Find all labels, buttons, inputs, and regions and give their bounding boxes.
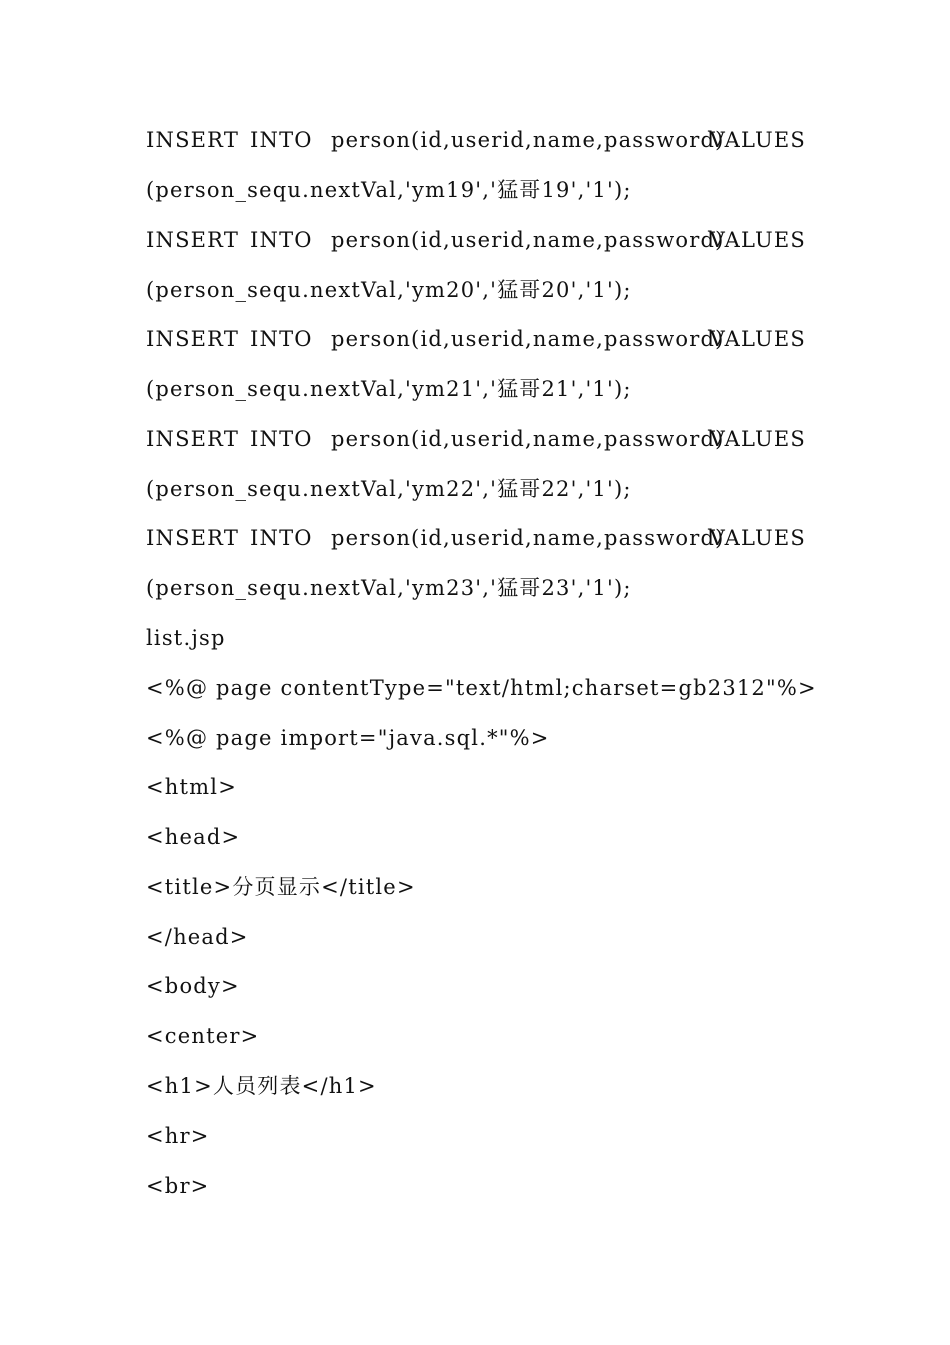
values-keyword: VALUES [709,526,806,550]
code-line: <body> [146,974,240,998]
into-keyword: INTO [250,128,313,152]
insert-values-line: (person_sequ.nextVal,'ym19','猛哥19','1'); [146,178,632,202]
values-keyword: VALUES [709,228,806,252]
code-line: <center> [146,1024,260,1048]
insert-values-line: (person_sequ.nextVal,'ym23','猛哥23','1'); [146,576,632,600]
insert-statement-keywords [146,226,806,254]
code-line: <%@ page import="java.sql.*"%> [146,726,550,750]
code-line: <br> [146,1174,210,1198]
insert-keyword: INSERT [146,228,240,252]
insert-statement-keywords [146,126,806,154]
file-name-line: list.jsp [146,626,226,650]
code-line: <head> [146,825,241,849]
insert-values-line: (person_sequ.nextVal,'ym20','猛哥20','1'); [146,278,632,302]
code-line: <html> [146,775,237,799]
table-columns: person(id,userid,name,password) [331,128,725,152]
insert-keyword: INSERT [146,327,240,351]
table-columns: person(id,userid,name,password) [331,427,725,451]
insert-statement-keywords [146,425,806,453]
insert-values-line: (person_sequ.nextVal,'ym21','猛哥21','1'); [146,377,632,401]
values-keyword: VALUES [709,427,806,451]
table-columns: person(id,userid,name,password) [331,228,725,252]
insert-statement-keywords [146,524,806,552]
into-keyword: INTO [250,526,313,550]
code-line: <h1>人员列表</h1> [146,1074,377,1098]
insert-keyword: INSERT [146,526,240,550]
insert-keyword: INSERT [146,128,240,152]
table-columns: person(id,userid,name,password) [331,526,725,550]
table-columns: person(id,userid,name,password) [331,327,725,351]
code-line: <hr> [146,1124,210,1148]
into-keyword: INTO [250,427,313,451]
values-keyword: VALUES [709,128,806,152]
values-keyword: VALUES [709,327,806,351]
into-keyword: INTO [250,228,313,252]
code-line: <title>分页显示</title> [146,875,416,899]
insert-keyword: INSERT [146,427,240,451]
code-line: </head> [146,925,249,949]
insert-statement-keywords [146,325,806,353]
code-line: <%@ page contentType="text/html;charset=gb2312"%> [146,676,817,700]
insert-values-line: (person_sequ.nextVal,'ym22','猛哥22','1'); [146,477,632,501]
into-keyword: INTO [250,327,313,351]
